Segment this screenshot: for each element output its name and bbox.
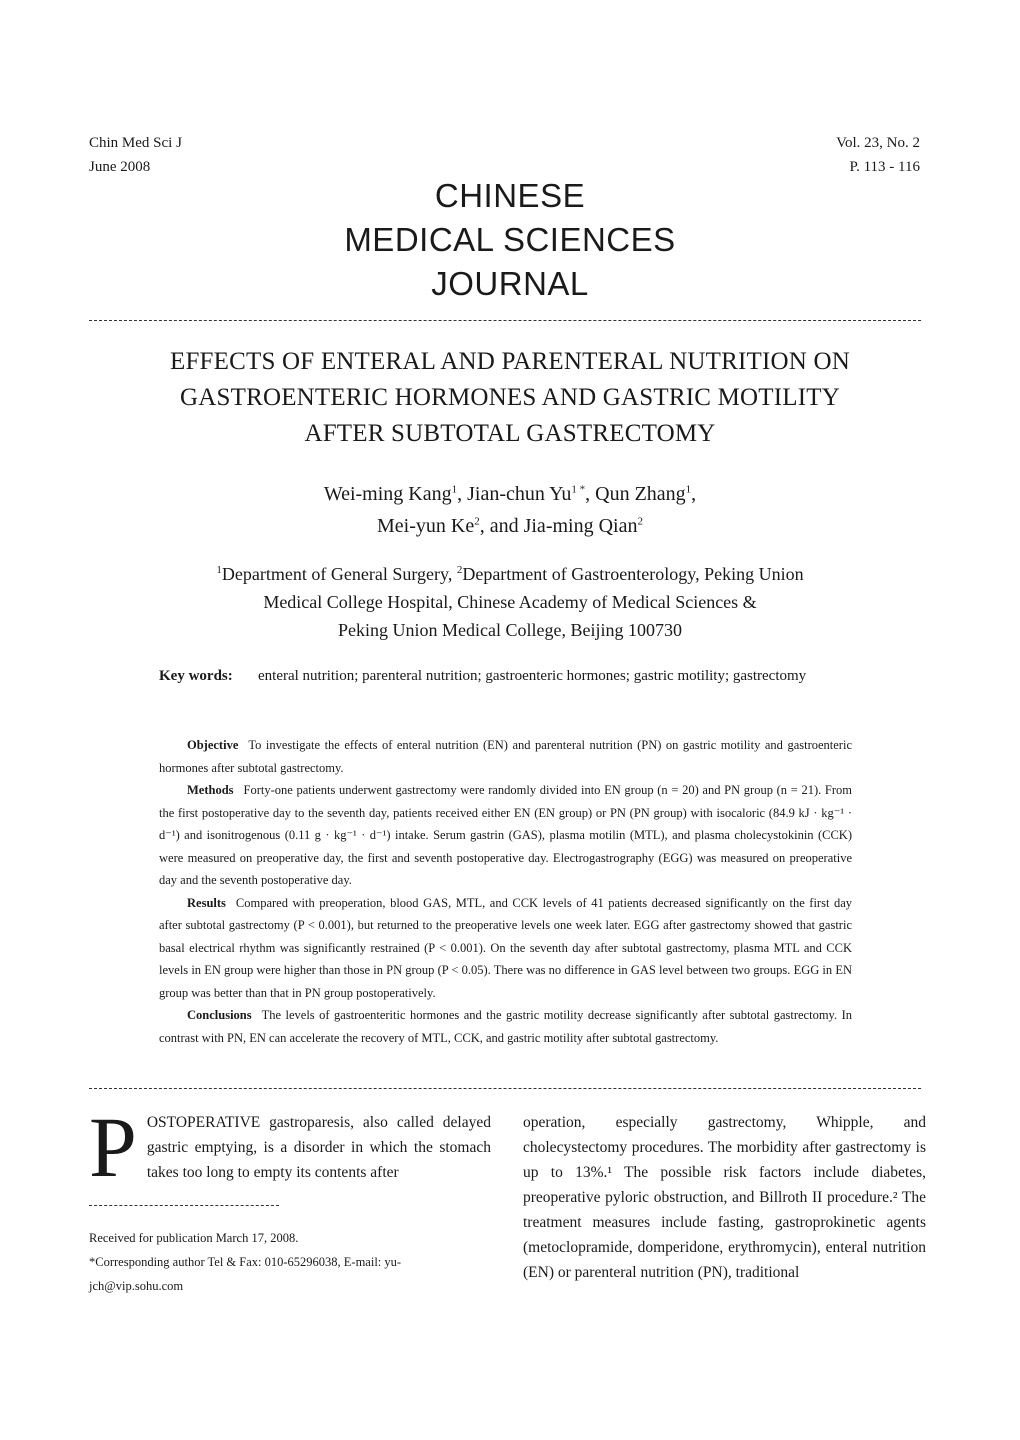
author-name: Jian-chun Yu	[467, 483, 572, 505]
author-affiliation-mark: 1	[451, 483, 458, 496]
abstract-results	[159, 892, 852, 1005]
conclusions-label: Conclusions	[187, 1008, 252, 1022]
volume-issue: Vol. 23, No. 2	[836, 135, 920, 151]
author-name: Mei-yun Ke	[377, 515, 475, 537]
abstract	[159, 734, 852, 1049]
objective-label: Objective	[187, 738, 239, 752]
affiliation-dept-1: Department of General Surgery,	[221, 564, 453, 584]
header-divider	[89, 320, 921, 321]
keywords-label: Key words:	[159, 668, 233, 684]
journal-abbreviation: Chin Med Sci J	[89, 135, 182, 151]
running-header-left	[89, 131, 182, 179]
objective-text: To investigate the effects of enteral nutrition (EN) and parenteral nutrition (PN) on gastric motility and gastroenteric hormones after subtotal gastrectomy.	[159, 738, 852, 775]
page-range: P. 113 - 116	[849, 159, 920, 175]
journal-name	[0, 174, 1020, 306]
running-header-right	[780, 131, 920, 179]
body-column-right	[523, 1110, 926, 1285]
journal-name-line: CHINESE	[434, 177, 586, 214]
results-label: Results	[187, 895, 226, 910]
author-affiliation-mark: 2	[474, 515, 480, 528]
conclusions-text: The levels of gastroenteritic hormones and the gastric motility decrease significantly after subtotal gastrectomy. In contrast with PN, EN can accelerate the recovery of MTL, CCK, and gastric motility after subtotal gastrectomy.	[159, 1008, 852, 1045]
author-name: Qun Zhang	[595, 483, 686, 505]
affiliation-line: Medical College Hospital, Chinese Academy of Medical Sciences &	[263, 592, 757, 612]
affiliation-dept-2: Department of Gastroenterology, Peking Union	[462, 564, 804, 584]
results-text: Compared with preoperation, blood GAS, MTL, and CCK levels of 41 patients decreased significantly on the first day after subtotal gastrectomy (P < 0.001), but returned to the preoperative levels one week later. EGG after gastrectomy showed that gastric basal electrical rhythm was significantly restrained (P < 0.001). On the seventh day after subtotal gastrectomy, plasma MTL and CCK levels in EN group were higher than those in PN group (P < 0.05). There was no difference in GAS level between two groups. EGG in EN group was better than that in PN group postoperatively.	[159, 895, 852, 1000]
body-paragraph: operation, especially gastrectomy, Whipple, and cholecystectomy procedures. The morbidity after gastrectomy is up to 13%.¹ The possible risk factors include diabetes, preoperative pyloric obstruction, and Billroth II procedure.² The treatment measures include fasting, gastroprokinetic agents (metoclopramide, domperidone, erythromycin), enteral nutrition (EN) or parenteral nutrition (PN), traditional	[523, 1114, 926, 1281]
affiliations	[110, 560, 910, 644]
author-name: Wei-ming Kang	[323, 483, 452, 505]
title-line: GASTROENTERIC HORMONES AND GASTRIC MOTILITY	[180, 384, 840, 411]
methods-label: Methods	[187, 783, 234, 797]
article-title	[110, 344, 910, 452]
methods-text: Forty-one patients underwent gastrectomy were randomly divided into EN group (n = 20) and PN group (n = 21). From the first postoperative day to the seventh day, patients received either EN (EN group) or PN (PN group) with isocaloric (84.9 kJ · kg⁻¹ · d⁻¹) and isonitrogenous (0.11 g · kg⁻¹ · d⁻¹) intake. Serum gastrin (GAS), plasma motilin (MTL), and plasma cholecystokinin (CCK) were measured on preoperative day, the first and seventh postoperative day. Electrogastrography (EGG) was measured on preoperative day and the seventh postoperative day.	[159, 783, 852, 887]
affiliation-mark: 2	[456, 564, 463, 576]
title-line: EFFECTS OF ENTERAL AND PARENTERAL NUTRITION ON	[169, 348, 851, 375]
abstract-conclusions	[159, 1004, 852, 1049]
body-paragraph: OSTOPERATIVE gastroparesis, also called delayed gastric emptying, is a disorder in which the stomach takes too long to empty its contents after	[146, 1114, 491, 1181]
issue-date: June 2008	[89, 159, 151, 175]
corresponding-author: *Corresponding author Tel & Fax: 010-65296038, E-mail: yu-jch@vip.sohu.com	[89, 1255, 402, 1293]
abstract-objective	[159, 734, 852, 779]
author-affiliation-mark: 1	[685, 483, 692, 496]
author-name: and Jia-ming Qian	[489, 515, 638, 537]
drop-cap: P	[89, 1099, 137, 1195]
abstract-methods	[159, 779, 852, 892]
body-column-left	[89, 1099, 491, 1195]
affiliation-line: Peking Union Medical College, Beijing 100730	[338, 620, 682, 640]
author-list: Wei-ming Kang$^1$, Jian-chun $Yu^{1 *}$, Qun Zhang$^1$, Mei-yun Ke$^2$, and Jia-ming Qian$^2$	[323, 483, 697, 537]
author-affiliation-mark: 1 *	[571, 483, 586, 496]
journal-name-line: JOURNAL	[431, 265, 589, 302]
abstract-divider	[89, 1088, 921, 1089]
author-affiliation-mark: 2	[637, 515, 643, 528]
footnote-divider	[89, 1205, 279, 1206]
journal-name-line: MEDICAL SCIENCES	[344, 221, 676, 258]
received-date: Received for publication March 17, 2008.	[89, 1231, 299, 1245]
title-line: AFTER SUBTOTAL GASTRECTOMY	[304, 420, 716, 447]
affiliation-mark: 1	[216, 564, 222, 576]
footnotes	[89, 1226, 491, 1298]
keywords	[159, 664, 859, 688]
keywords-text: enteral nutrition; parenteral nutrition; gastroenteric hormones; gastric motility; gastrectomy	[258, 668, 807, 684]
